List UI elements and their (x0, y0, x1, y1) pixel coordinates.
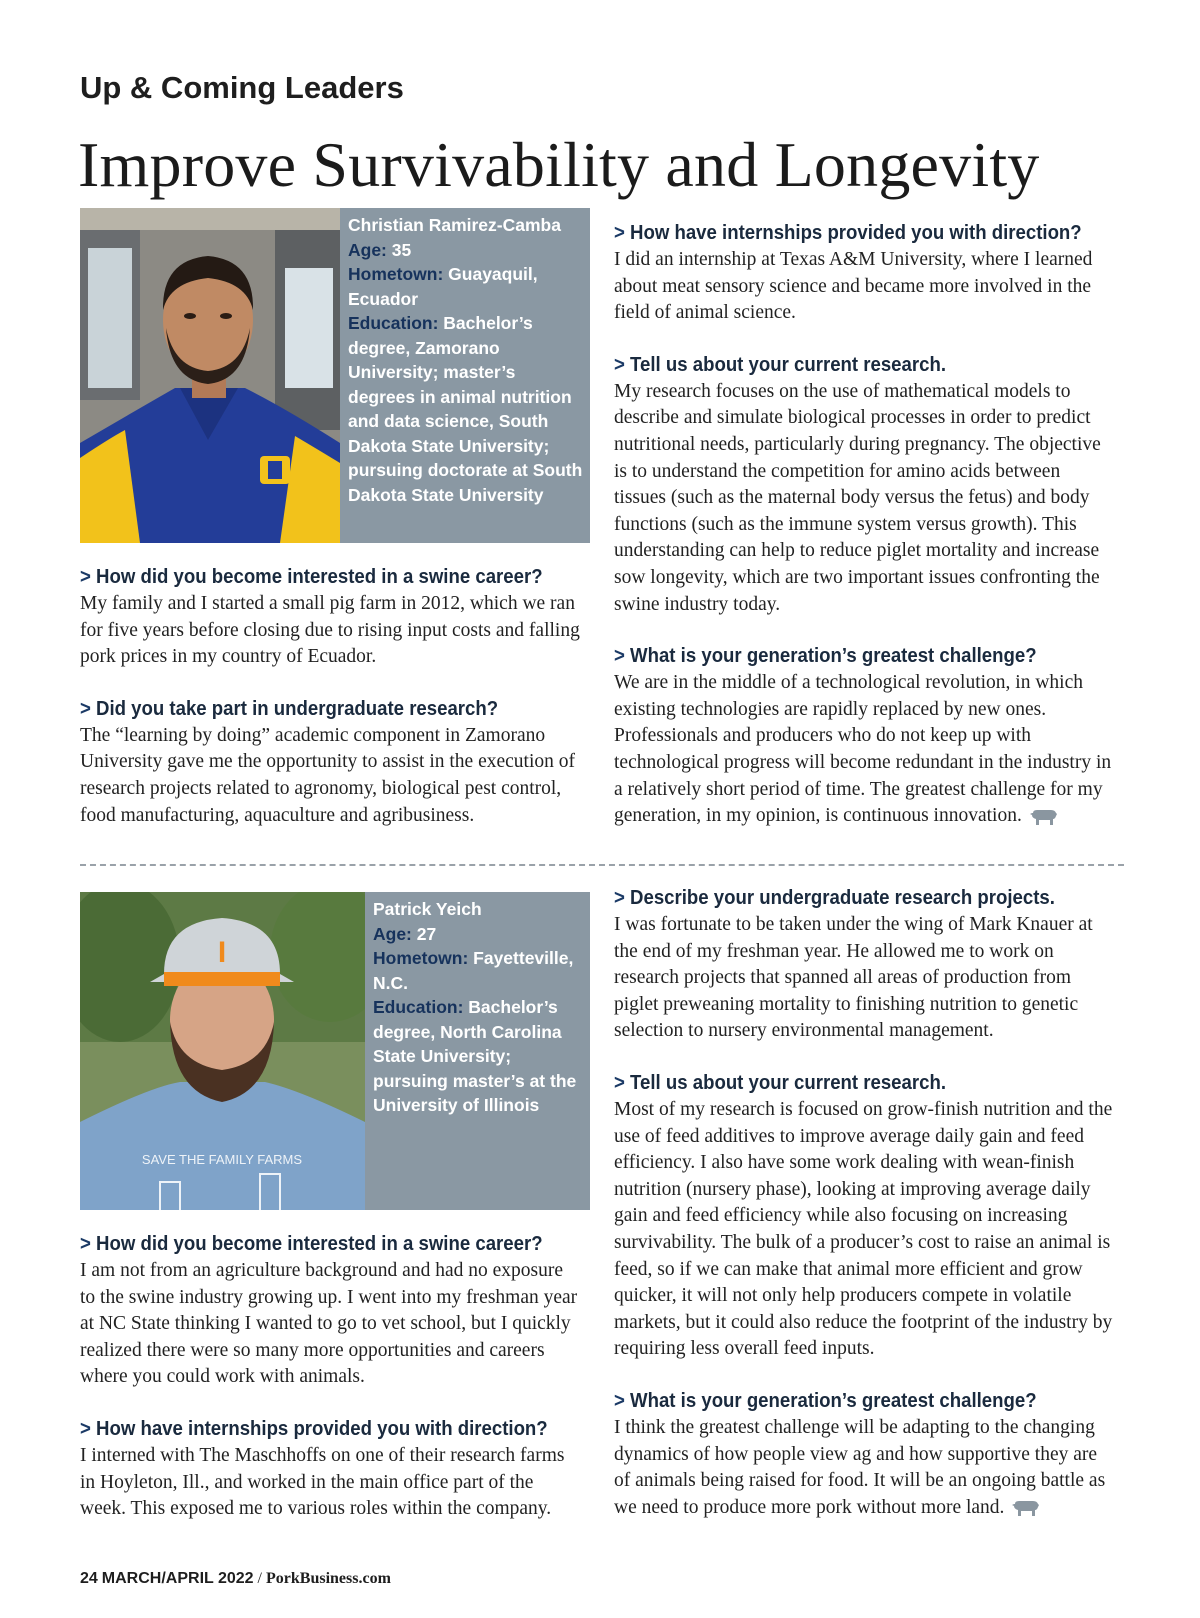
age-label: Age: (373, 923, 412, 944)
question-text: How did you become interested in a swine career? (96, 566, 543, 588)
qa-item (614, 1387, 1114, 1521)
education-value: Bachelor’s degree, North Carolina State University; pursuing master’s at the University of Illinois (373, 997, 577, 1115)
section-divider (80, 864, 1124, 866)
education-row (348, 311, 584, 507)
hometown-row (373, 946, 585, 995)
hometown-row (348, 262, 584, 311)
qa-item (80, 695, 580, 829)
qa-item (614, 884, 1114, 1045)
qa-item (614, 219, 1114, 327)
question-heading (614, 351, 1079, 379)
answer-text: We are in the middle of a technological revolution, in which existing technologies are rapidly replaced by new ones. Professionals and producers who do not keep up with technological progress will become redundant in the industry in a relatively short period of time. The greatest challenge for my generation, in my opinion, is continuous innovation. (614, 672, 1112, 827)
question-marker: > (614, 1071, 625, 1094)
qa-item (614, 351, 1114, 618)
question-heading (614, 1387, 1079, 1415)
question-text: Tell us about your current research. (630, 1071, 946, 1094)
site-name: PorkBusiness.com (266, 1570, 391, 1587)
answer-paragraph (614, 670, 1114, 830)
question-heading (80, 1230, 545, 1258)
question-text: How have internships provided you with direction? (96, 1417, 548, 1440)
answer-text: I think the greatest challenge will be adapting to the changing dynamics of how people view ag and how supportive they are of animals being raised for food. It will be an ongoing battle as we need to produce more pork without more land. (614, 1416, 1106, 1518)
age-row (348, 238, 584, 263)
answer-text: My family and I started a small pig farm in 2012, which we ran for five years before closing due to rising input costs and falling pork prices in my country of Ecuador. (80, 593, 580, 668)
profile-2-left-qa (80, 1230, 580, 1547)
bio-panel-christian (348, 213, 584, 507)
qa-item (614, 642, 1114, 830)
question-marker: > (614, 353, 625, 376)
question-marker: > (80, 697, 91, 720)
question-marker: > (614, 1389, 625, 1412)
age-row (373, 922, 585, 947)
footer-separator: / (257, 1570, 262, 1587)
hometown-label: Hometown: (348, 264, 444, 284)
profile-name: Christian Ramirez-Camba (348, 215, 561, 235)
portrait-photo-patrick (80, 892, 365, 1210)
bio-panel-patrick (373, 897, 585, 1118)
answer-text: The “learning by doing” academic component in Zamorano University gave me the opportunity to assist in the execution of research projects related to agronomy, biological pest control, food manufacturing, aquaculture and agribusiness. (80, 724, 575, 826)
pig-icon (1030, 808, 1058, 826)
age-value: 27 (416, 923, 437, 944)
question-marker: > (80, 1417, 91, 1440)
question-marker: > (614, 645, 625, 668)
profile-name: Patrick Yeich (373, 899, 482, 919)
question-heading (614, 642, 1079, 670)
qa-item (614, 1069, 1114, 1363)
education-value: Bachelor’s degree, Zamorano University; master’s degrees in animal nutrition and data science, South Dakota State University; pursuing doctorate at South Dakota State University (348, 313, 583, 505)
issue-date: MARCH/APRIL 2022 (101, 1570, 254, 1587)
education-label: Education: (348, 313, 439, 333)
page-title: Improve Survivability and Longevity (78, 129, 1040, 200)
question-marker: > (614, 222, 625, 244)
question-heading (80, 1415, 548, 1443)
portrait-photo-christian (80, 208, 340, 543)
profile-1-left-qa (80, 563, 580, 853)
question-heading (80, 563, 545, 591)
answer-text: I did an internship at Texas A&M University, where I learned about meat sensory science and became more involved in the field of animal science. (614, 249, 1093, 324)
question-marker: > (80, 1233, 91, 1255)
question-marker: > (80, 566, 91, 588)
qa-item (80, 1230, 580, 1391)
question-heading (80, 695, 545, 723)
education-label: Education: (373, 997, 464, 1017)
page-number: 24 (80, 1570, 98, 1587)
answer-text: Most of my research is focused on grow-finish nutrition and the use of feed additives to improve average daily gain and feed efficiency. I also have some work dealing with wean-finish nutrition (nursery phase), looking at improving average daily gain and feed efficiency while also focusing on increasing survivability. The bulk of a producer’s cost to raise an animal is feed, so if we can make that animal more efficient and grow quicker, it will not only help producers compete in volatile markets, but it could also reduce the footprint of the industry by requiring less overall feed inputs. (614, 1098, 1113, 1360)
page-footer (80, 1570, 391, 1588)
cap-logo: I (217, 936, 227, 969)
question-text: Did you take part in undergraduate research? (96, 697, 499, 720)
answer-text: I am not from an agriculture background and had no exposure to the swine industry growing up. I went into my freshman year at NC State thinking I wanted to go to vet school, but I quickly realized there were so many more opportunities and careers where you could work with animals. (80, 1260, 578, 1388)
answer-text: I was fortunate to be taken under the wing of Mark Knauer at the end of my freshman year. He allowed me to work on research projects that spanned all areas of production from piglet preweaning mortality to finishing nutrition to genetic selection to nursery environmental management. (614, 914, 1093, 1042)
answer-text: I interned with The Maschhoffs on one of their research farms in Hoyleton, Ill., and worked in the main office part of the week. This exposed me to various roles within the company. (80, 1444, 565, 1520)
question-text: What is your generation’s greatest challenge? (630, 645, 1037, 668)
answer-text: My research focuses on the use of mathematical models to describe and simulate biological processes in order to predict nutritional needs, particularly during pregnancy. The objective is to understand the competition for amino acids between tissues (such as the maternal body versus the fetus) and body functions (such as the immune system versus growth). This understanding can help to reduce piglet mortality and increase sow longevity, which are two important issues confronting the swine industry today. (614, 380, 1101, 615)
age-value: 35 (391, 239, 412, 260)
qa-item (80, 1415, 580, 1523)
hometown-label: Hometown: (373, 948, 469, 968)
question-heading (614, 1069, 1079, 1097)
question-text: What is your generation’s greatest challenge? (630, 1389, 1037, 1412)
answer-paragraph (614, 1415, 1114, 1521)
profile-1-right-qa (614, 219, 1114, 854)
qa-item (80, 563, 580, 671)
question-text: How did you become interested in a swine career? (96, 1233, 543, 1255)
profile-card-patrick (80, 892, 590, 1210)
age-label: Age: (348, 239, 387, 260)
profile-card-christian (80, 208, 590, 543)
question-heading (614, 219, 1082, 247)
pig-icon (1012, 1499, 1040, 1517)
shirt-text: SAVE THE FAMILY FARMS (141, 1152, 303, 1167)
section-label: Up & Coming Leaders (80, 70, 404, 105)
question-text: Describe your undergraduate research projects. (630, 887, 1055, 909)
question-text: Tell us about your current research. (630, 353, 946, 376)
profile-2-right-qa (614, 884, 1114, 1545)
question-text: How have internships provided you with direction? (630, 222, 1082, 244)
education-row (373, 995, 585, 1118)
question-marker: > (614, 887, 625, 909)
question-heading (614, 884, 1079, 912)
hometown-value: Guayaquil, Ecuador (348, 264, 538, 309)
hometown-value: Fayetteville, N.C. (373, 948, 574, 993)
